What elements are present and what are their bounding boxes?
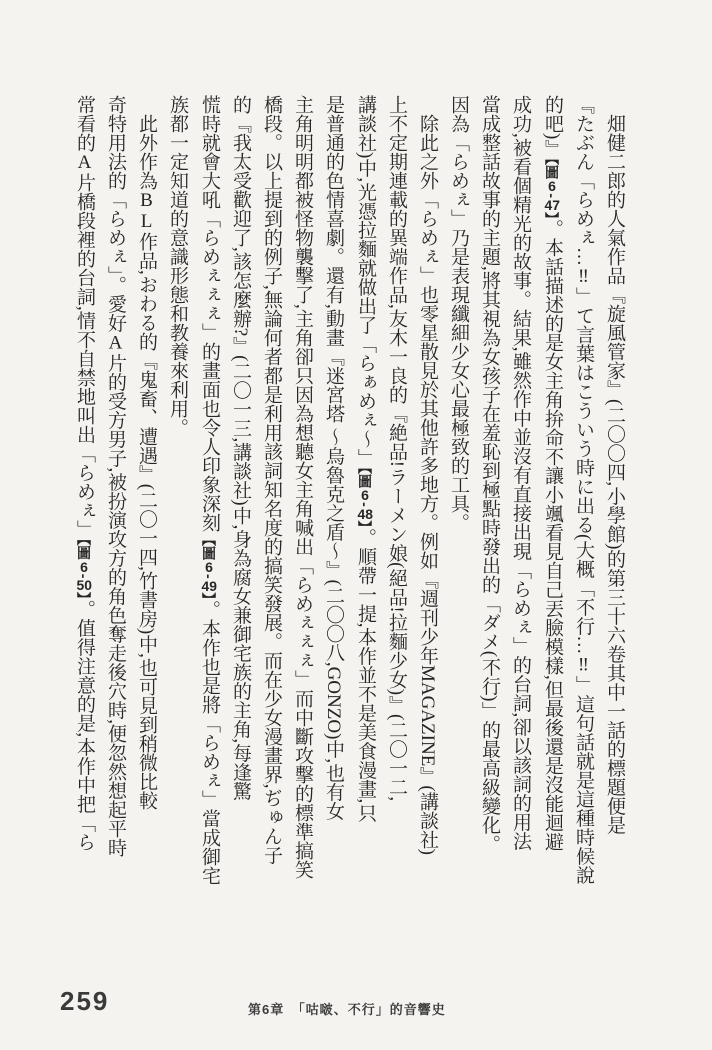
figure-ref: 【圖6-49】 — [201, 532, 217, 600]
running-head: 第6章 「咕啵、不行」的音響史 — [248, 1002, 446, 1017]
figure-ref: 【圖6-50】 — [76, 538, 92, 600]
paragraph-other-examples: 除此之外「らめぇ」也零星散見於其他許多地方。例如『週刊少年MAGAZINE』(講談社) 上不定期連載的異端作品,友木一良的『絶品!ラーメン娘(絕品!拉麵少女)』(二〇一二, 講談社)中,光憑拉麵就做出了「らぁめぇ〜」【圖6-48】。順帶一提,本作並不是美食漫畫,只 是普通的色情喜劇。還有,動畫『迷宮塔 〜烏魯克之盾〜』(二〇〇八,GONZO)中,也有女 主角明明都被怪物襲擊了,主角卻只因為想聽女主角喊出「らめぇぇぇ」而中斷攻擊的標準搞笑 橋段。以上提到的例子,無論何者都是利用該詞知名度的搞笑發展。而在少女漫畫界,ぢゅん子 的『我太受歡迎了,該怎麼辦?』(二〇一三,講談社)中,身為腐女兼御宅族的主角,每逢驚 慌時就會大吼「らめぇぇぇ」的畫面也令人印象深刻【圖6-49】。本作也是將「らめぇ」當成御宅 族都一定知道的意識形態和教養來利用。 — [167, 95, 438, 885]
body-text — [68, 95, 630, 953]
page-number: 259 — [60, 986, 110, 1016]
figure-ref: 【圖6-47】 — [544, 158, 560, 219]
figure-ref: 【圖6-48】 — [357, 467, 373, 528]
paragraph-hayate: 畑健二郎的人氣作品『旋風管家』(二〇〇四,小學館)的第三十六卷其中一話的標題便是 『たぶん「らめぇ…‼」て言葉はこういう時に出る(大概「不行…‼」這句話就是這種時候說 的吧)』【圖6-47】。本話描述的是女主角拚命不讓小颯看見自己丟臉模樣,但最後還是沒能迴避 成功,被看個精光的故事。結果,雖然作中並沒有直接出現「らめぇ」的台詞,卻以該詞的用法 當成整話故事的主題,將其視為女孩子在羞恥到極點時發出的「ダメ(不行)」的最高級變化。 因為「らめぇ」乃是表現纖細少女心最極致的工具。 — [448, 95, 625, 885]
paragraph-bl-works: 此外作為BL作品,おわる的『鬼畜、遭遇』(二〇一四,竹書房)中,也可見到稍微比較 奇特用法的「らめぇ」。愛好A片的受方男子,被扮演攻方的角色奪走後穴時,便忽然想起平時 常看的A片橋段裡的台詞,情不自禁地叫出「らめぇ」【圖6-50】。值得注意的是,本作中把「ら — [74, 95, 157, 857]
